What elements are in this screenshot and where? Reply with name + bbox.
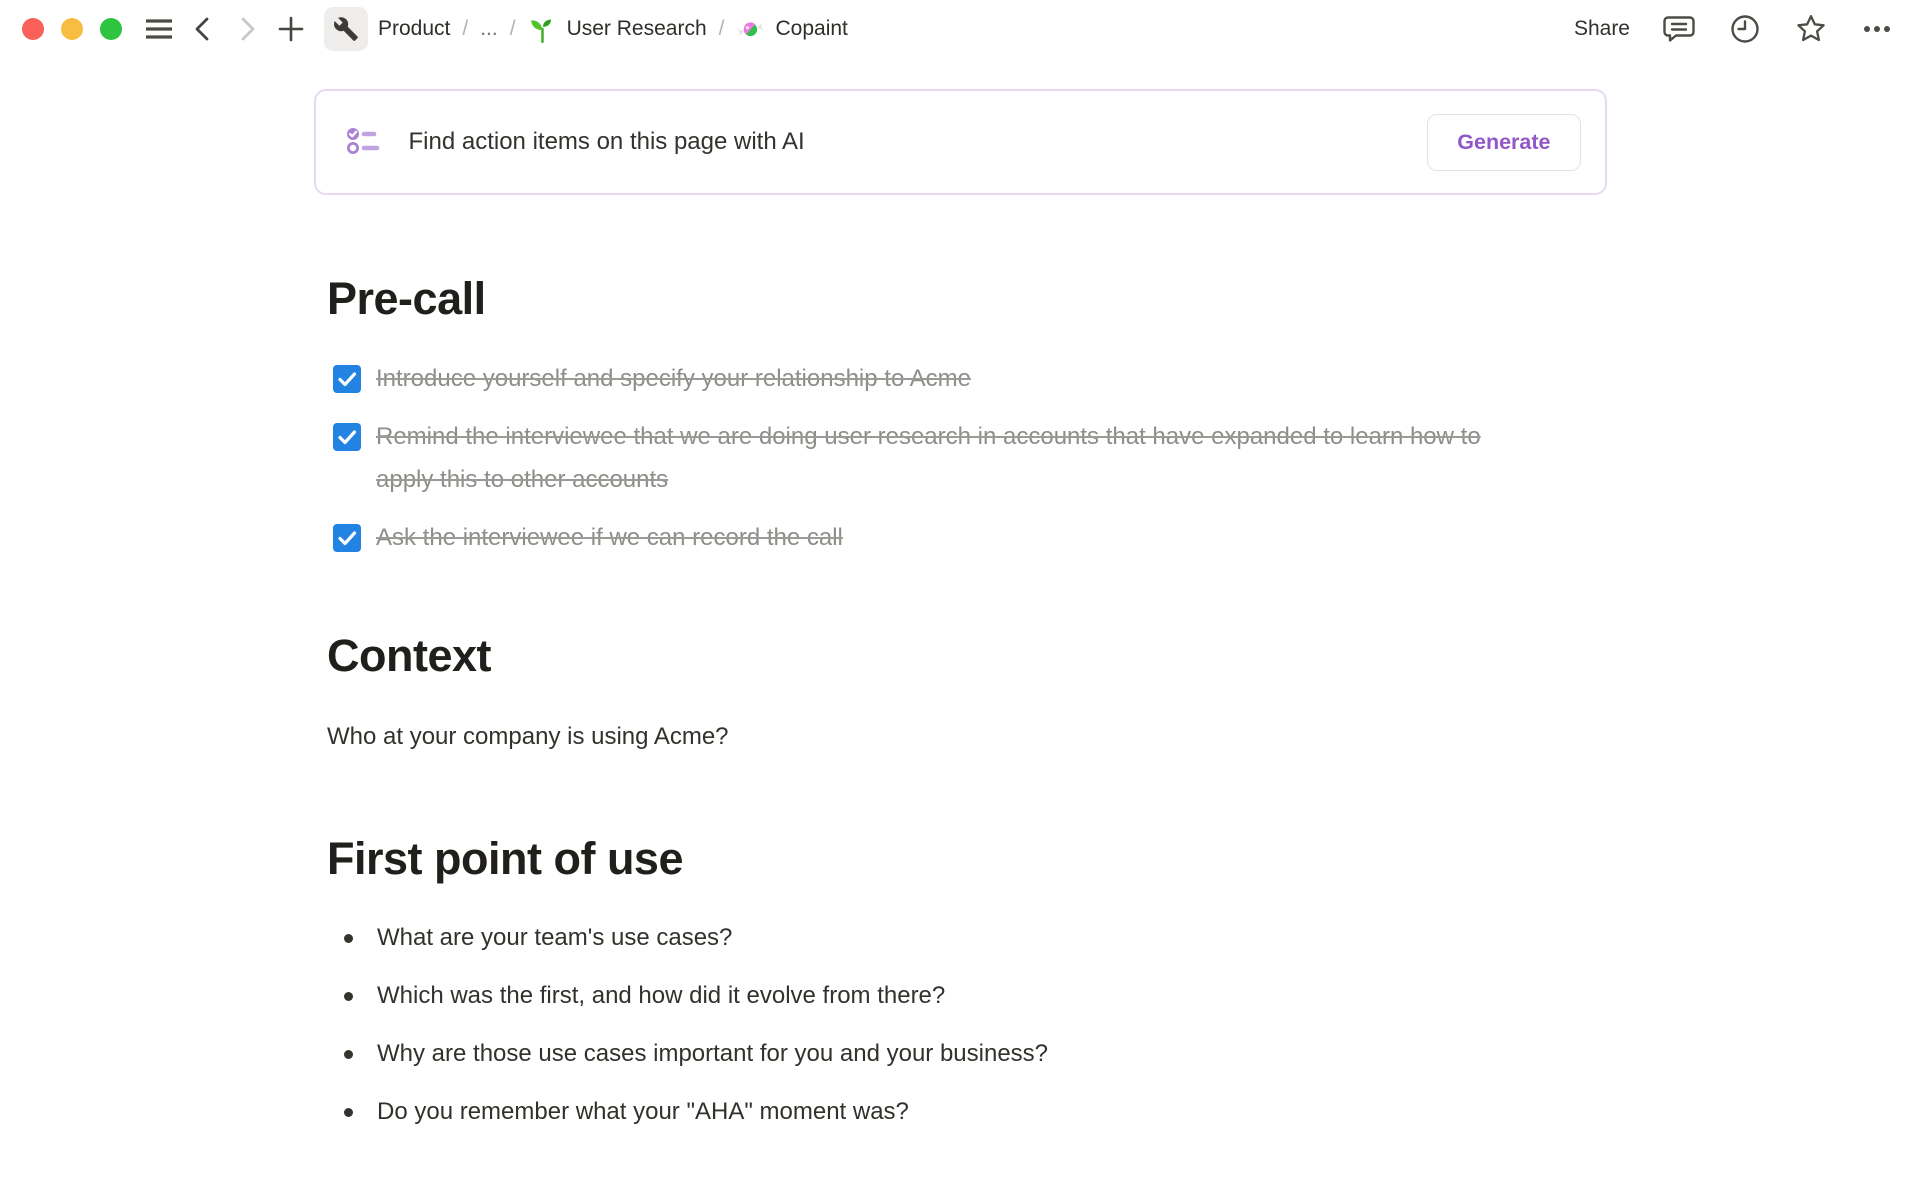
comments-button[interactable]: [1662, 12, 1696, 46]
favorite-button[interactable]: [1794, 12, 1828, 46]
updates-button[interactable]: [1728, 12, 1762, 46]
checked-checkbox[interactable]: [333, 365, 361, 393]
bullet-item[interactable]: [327, 978, 1593, 1014]
breadcrumb-separator: /: [462, 17, 469, 40]
bullet-item[interactable]: [327, 920, 1593, 956]
page-content: [327, 272, 1593, 1130]
breadcrumb-item-copaint[interactable]: [736, 15, 847, 44]
heading-pre-call[interactable]: Pre-call: [327, 273, 486, 324]
breadcrumb-label: Copaint: [775, 17, 848, 40]
todo-text: Remind the interviewee that we are doing user research in accounts that have expanded to learn how to apply this to other accounts: [376, 423, 1481, 493]
back-button[interactable]: [186, 12, 220, 46]
todo-text: Introduce yourself and specify your relationship to Acme: [376, 365, 971, 392]
titlebar-actions: [1574, 12, 1894, 46]
breadcrumb-label: Product: [378, 17, 451, 40]
context-paragraph[interactable]: Who at your company is using Acme?: [327, 723, 729, 750]
hamburger-menu-icon: [144, 17, 174, 41]
breadcrumb-item-user-research[interactable]: [528, 15, 707, 44]
bullet-text: Which was the first, and how did it evolve from there?: [377, 982, 946, 1009]
bullet-item[interactable]: [327, 1036, 1593, 1072]
share-button[interactable]: Share: [1573, 17, 1630, 40]
forward-button[interactable]: [230, 12, 264, 46]
breadcrumb-collapsed-pages[interactable]: ...: [480, 17, 498, 40]
titlebar: [0, 0, 1920, 58]
zoom-window-button[interactable]: [100, 18, 122, 40]
ai-banner-prompt: Find action items on this page with AI: [408, 128, 805, 155]
checked-checkbox[interactable]: [333, 423, 361, 451]
ai-action-items-banner[interactable]: [314, 89, 1607, 195]
new-tab-button[interactable]: [274, 12, 308, 46]
bullet-dot-icon: [344, 1050, 353, 1059]
breadcrumb: [324, 7, 848, 51]
breadcrumb-separator: /: [509, 17, 516, 40]
todo-item[interactable]: [327, 415, 1593, 501]
todo-item[interactable]: [327, 516, 1593, 559]
bullet-item[interactable]: [327, 1094, 1593, 1130]
comment-bubble-icon: [1663, 13, 1695, 45]
star-icon: [1794, 12, 1828, 46]
breadcrumb-separator: /: [718, 17, 725, 40]
precall-todo-list: [327, 357, 1593, 559]
bullet-dot-icon: [344, 934, 353, 943]
heading-first-point-of-use[interactable]: First point of use: [327, 833, 683, 884]
bullet-text: Why are those use cases important for you and your business?: [377, 1040, 1049, 1067]
first-point-bullet-list: [327, 920, 1593, 1130]
chevron-right-icon: [235, 16, 259, 42]
todo-text: Ask the interviewee if we can record the call: [376, 524, 843, 551]
wrench-icon: [324, 7, 368, 51]
candy-icon: [736, 15, 765, 44]
todo-item[interactable]: [327, 357, 1593, 400]
plus-icon: [278, 16, 304, 42]
checklist-icon: [343, 119, 385, 166]
bullet-dot-icon: [344, 992, 353, 1001]
breadcrumb-item-product[interactable]: [324, 7, 450, 51]
heading-context[interactable]: Context: [327, 630, 491, 681]
breadcrumb-label: User Research: [566, 17, 707, 40]
more-options-button[interactable]: [1860, 12, 1894, 46]
checked-checkbox[interactable]: [333, 524, 361, 552]
chevron-left-icon: [191, 16, 215, 42]
seedling-icon: [528, 15, 557, 44]
ellipsis-icon: [1861, 13, 1893, 45]
bullet-text: What are your team's use cases?: [377, 924, 733, 951]
close-window-button[interactable]: [22, 18, 44, 40]
minimize-window-button[interactable]: [61, 18, 83, 40]
bullet-dot-icon: [344, 1108, 353, 1117]
window-controls: [22, 18, 122, 40]
bullet-text: Do you remember what your "AHA" moment was?: [377, 1098, 909, 1125]
clock-icon: [1729, 13, 1761, 45]
generate-button[interactable]: Generate: [1427, 114, 1580, 171]
sidebar-toggle-button[interactable]: [142, 12, 176, 46]
